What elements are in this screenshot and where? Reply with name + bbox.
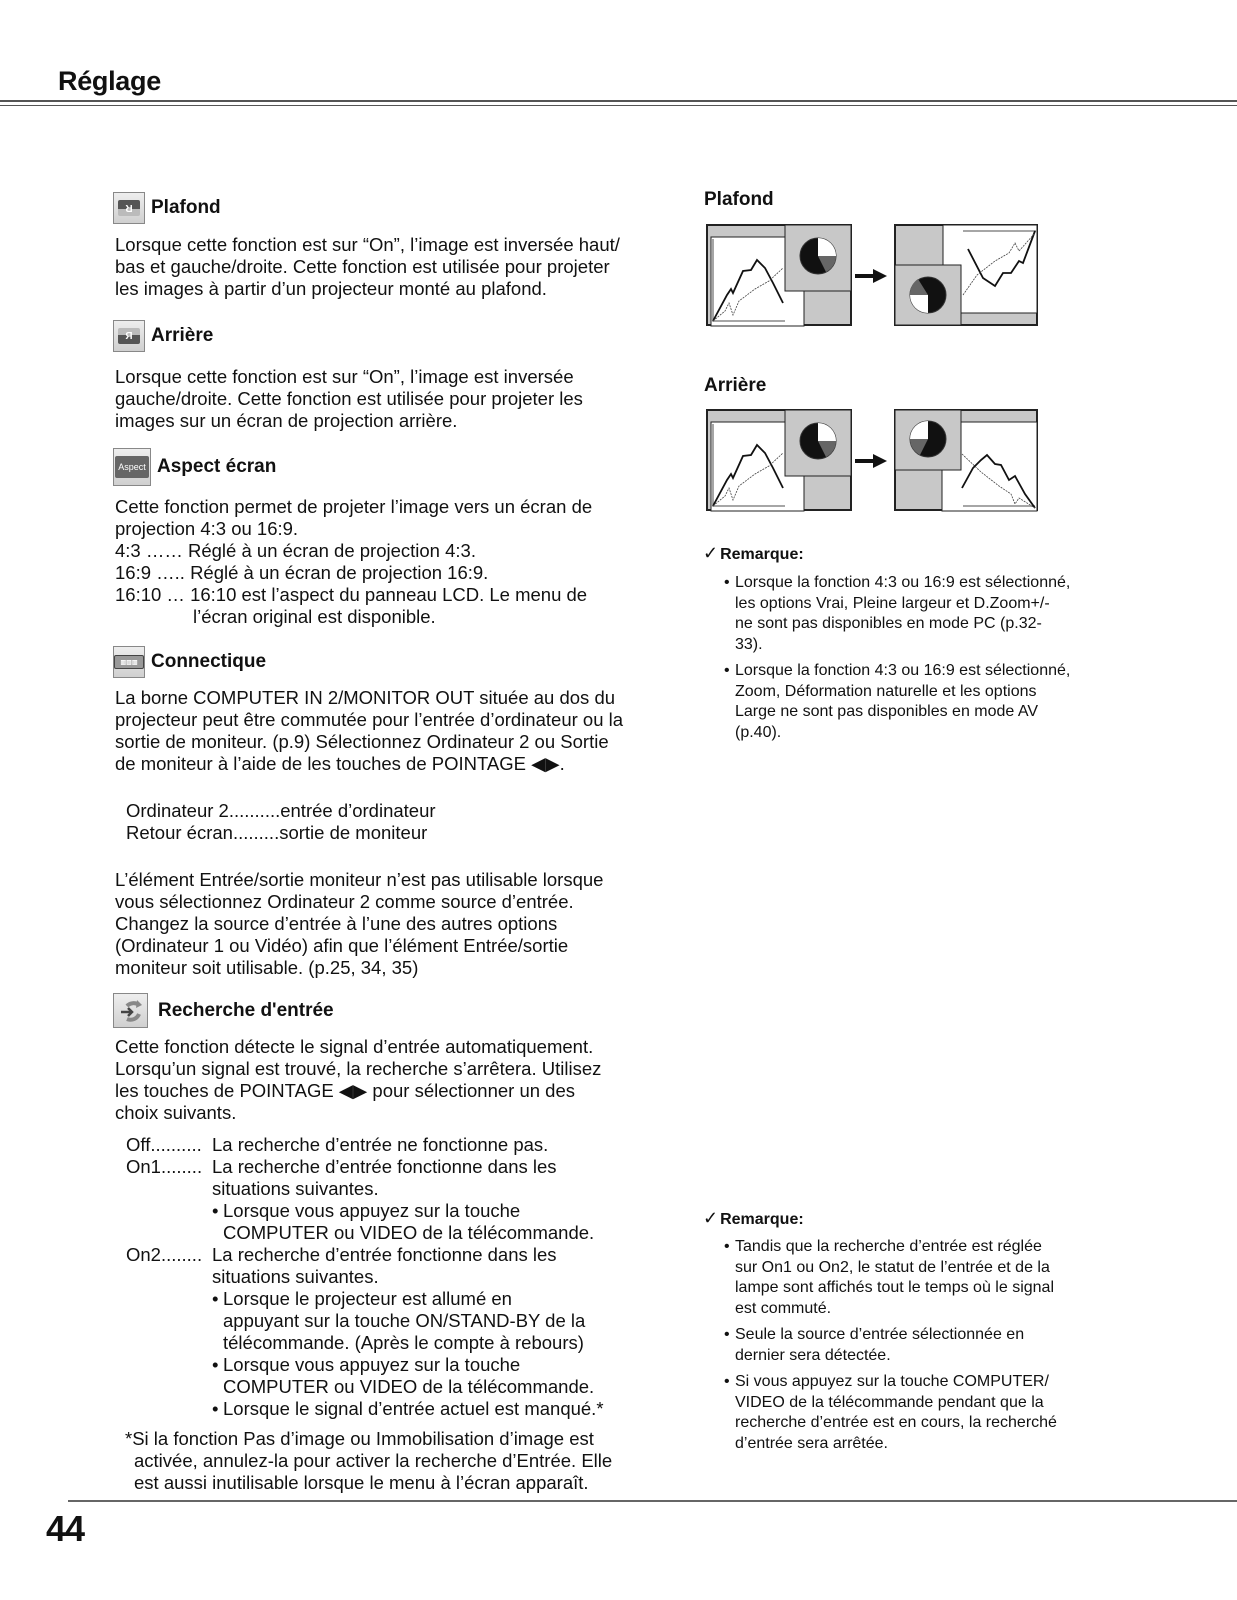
diagram-before xyxy=(707,410,851,511)
bullet-item: • Lorsque vous appuyez sur la touche COMPUTER ou VIDEO de la télécommande. xyxy=(212,1354,595,1397)
aspect-icon: Aspect xyxy=(113,448,151,486)
section-title: Recherche d'entrée xyxy=(158,999,334,1021)
header-rule xyxy=(0,100,1237,102)
connectique-note: L’élément Entrée/sortie moniteur n’est pas utilisable lorsque vous sélectionnez Ordinateur 2 comme source d’entrée. Changez la source d’entrée à l’une des autres options (Ordinateur 1 ou Vidéo) afin que l’élément Entrée/sortie moniteur soit utilisable. (p.25, 34, 35) xyxy=(115,869,604,978)
bullet-item: • Lorsque vous appuyez sur la touche COMPUTER ou VIDEO de la télécommande. xyxy=(212,1200,595,1243)
aspect-option-16-10: 16:10 … 16:10 est l’aspect du panneau LCD. Le menu de xyxy=(115,584,588,605)
remark-item: • Seule la source d’entrée sélectionnée en dernier sera détectée. xyxy=(724,1326,1025,1364)
section-heading-connectique xyxy=(113,646,266,678)
section-title: Arrière xyxy=(151,325,214,346)
remark-item: • Lorsque la fonction 4:3 ou 16:9 est sélectionné, Zoom, Déformation naturelle et les options Large ne sont pas disponibles en mode AV (p.40). xyxy=(724,662,1071,741)
bullet-item: • Lorsque le projecteur est allumé en appuyant sur la touche ON/STAND-BY de la télécommande. (Après le compte à rebours) xyxy=(212,1288,586,1353)
page-number: 44 xyxy=(46,1508,85,1549)
arriere-diagram xyxy=(705,408,1040,513)
recherche-footnote: *Si la fonction Pas d’image ou Immobilisation d’image est activée, annulez-la pour activer la recherche d’Entrée. Elle est aussi inutilisable lorsque le menu à l’écran apparaît. xyxy=(125,1428,613,1493)
connector-icon: ▥▥▥ xyxy=(113,646,145,678)
aspect-option-4-3: 4:3 …… Réglé à un écran de projection 4:3. xyxy=(115,540,476,561)
remark-item: • Lorsque la fonction 4:3 ou 16:9 est sélectionné, les options Vrai, Pleine largeur et D.Zoom+/- ne sont pas disponibles en mode PC (p.32- 33). xyxy=(724,574,1071,653)
recherche-description: Cette fonction détecte le signal d’entrée automatiquement. Lorsqu’un signal est trouvé, la recherche s’arrêtera. Utilisez les touches de POINTAGE ◀▶ pour sélectionner un des choix suivants. xyxy=(115,1036,602,1123)
option-off: Off.......... La recherche d’entrée ne fonctionne pas. xyxy=(126,1134,549,1155)
section-title: Connectique xyxy=(151,651,267,672)
bullet-item: • Lorsque le signal d’entrée actuel est manqué.* xyxy=(212,1398,604,1419)
diagram-title-plafond: Plafond xyxy=(704,189,774,210)
diagram-before xyxy=(707,225,851,326)
remark-heading: ✓ Remarque: xyxy=(703,543,804,563)
arrow-head-icon xyxy=(873,454,887,468)
ceiling-flip-icon: R xyxy=(113,192,145,224)
remark-list xyxy=(724,1237,1057,1460)
arrow-head-icon xyxy=(873,269,887,283)
section-title: Plafond xyxy=(151,197,221,218)
remark-list xyxy=(724,573,1070,749)
checkmark-icon: ✓ xyxy=(703,1208,719,1228)
diagram-after xyxy=(895,410,1037,511)
remark-item: • Tandis que la recherche d’entrée est réglée sur On1 ou On2, le statut de l’entrée et de la lampe sont affichés tout le temps où le signal est commuté. xyxy=(724,1238,1054,1317)
section-heading-recherche xyxy=(113,993,334,1028)
section-heading-arriere xyxy=(113,320,213,352)
checkmark-icon: ✓ xyxy=(703,543,719,563)
arriere-description: Lorsque cette fonction est sur “On”, l’image est inversée gauche/droite. Cette fonction est utilisée pour projeter les images sur un écran de projection arrière. xyxy=(115,366,583,431)
connectique-description: La borne COMPUTER IN 2/MONITOR OUT située au dos du projecteur peut être commutée pour l’entrée d’ordinateur ou la sortie de moniteur. (p.9) Sélectionnez Ordinateur 2 ou Sortie de moniteur à l’aide de les touches de POINTAGE ◀▶. xyxy=(115,687,624,774)
section-title: Aspect écran xyxy=(157,456,277,477)
remark-heading: ✓ Remarque: xyxy=(703,1208,804,1228)
footer-rule xyxy=(68,1500,1237,1502)
plafond-diagram xyxy=(705,223,1040,328)
section-heading-plafond xyxy=(113,192,221,224)
header-rule-thin xyxy=(0,105,1237,106)
option-ordinateur-2: Ordinateur 2..........entrée d’ordinateur xyxy=(126,800,436,821)
section-heading-aspect xyxy=(113,448,276,486)
plafond-description: Lorsque cette fonction est sur “On”, l’image est inversée haut/ bas et gauche/droite. Cette fonction est utilisée pour projeter les images à partir d’un projecteur monté au plafond. xyxy=(115,234,620,299)
recherche-options xyxy=(126,1134,666,1420)
aspect-option-16-9: 16:9 ….. Réglé à un écran de projection 16:9. xyxy=(115,562,489,583)
diagram-after xyxy=(895,225,1037,325)
connectique-options xyxy=(126,800,436,844)
rear-flip-icon: Я xyxy=(113,320,145,352)
input-search-icon xyxy=(113,993,148,1028)
option-on1: On1........ La recherche d’entrée fonctionne dans les situations suivantes. • Lorsque vous appuyez sur la touche COMPUTER ou VIDEO de la télécommande. xyxy=(126,1156,595,1243)
diagram-title-arriere: Arrière xyxy=(704,375,767,396)
remark-item: • Si vous appuyez sur la touche COMPUTER/ VIDEO de la télécommande pendant que la recherche d’entrée est en cours, la recherché d’entrée sera arrêtée. xyxy=(724,1373,1057,1452)
page-title: Réglage xyxy=(58,66,161,96)
option-on2: On2........ La recherche d’entrée fonctionne dans les situations suivantes. • Lorsque le projecteur est allumé en appuyant sur la touche ON/STAND-BY de la télécommande. (Après le compte à rebours) • Lorsque vous appuyez sur la touche COMPUTER ou VIDEO de la télécommande. • Lorsque le signal d’entrée actuel est manqué.* xyxy=(126,1244,604,1419)
option-retour-ecran: Retour écran.........sortie de moniteur xyxy=(126,822,428,843)
aspect-description: Cette fonction permet de projeter l’image vers un écran de projection 4:3 ou 16:9. 4:3 …… Réglé à un écran de projection 4:3. 16:9 ….. Réglé à un écran de projection 16:9. 16:10 … 16:10 est l’aspect du panneau LCD. Le menu de l’écran original est disponible. xyxy=(115,496,593,627)
